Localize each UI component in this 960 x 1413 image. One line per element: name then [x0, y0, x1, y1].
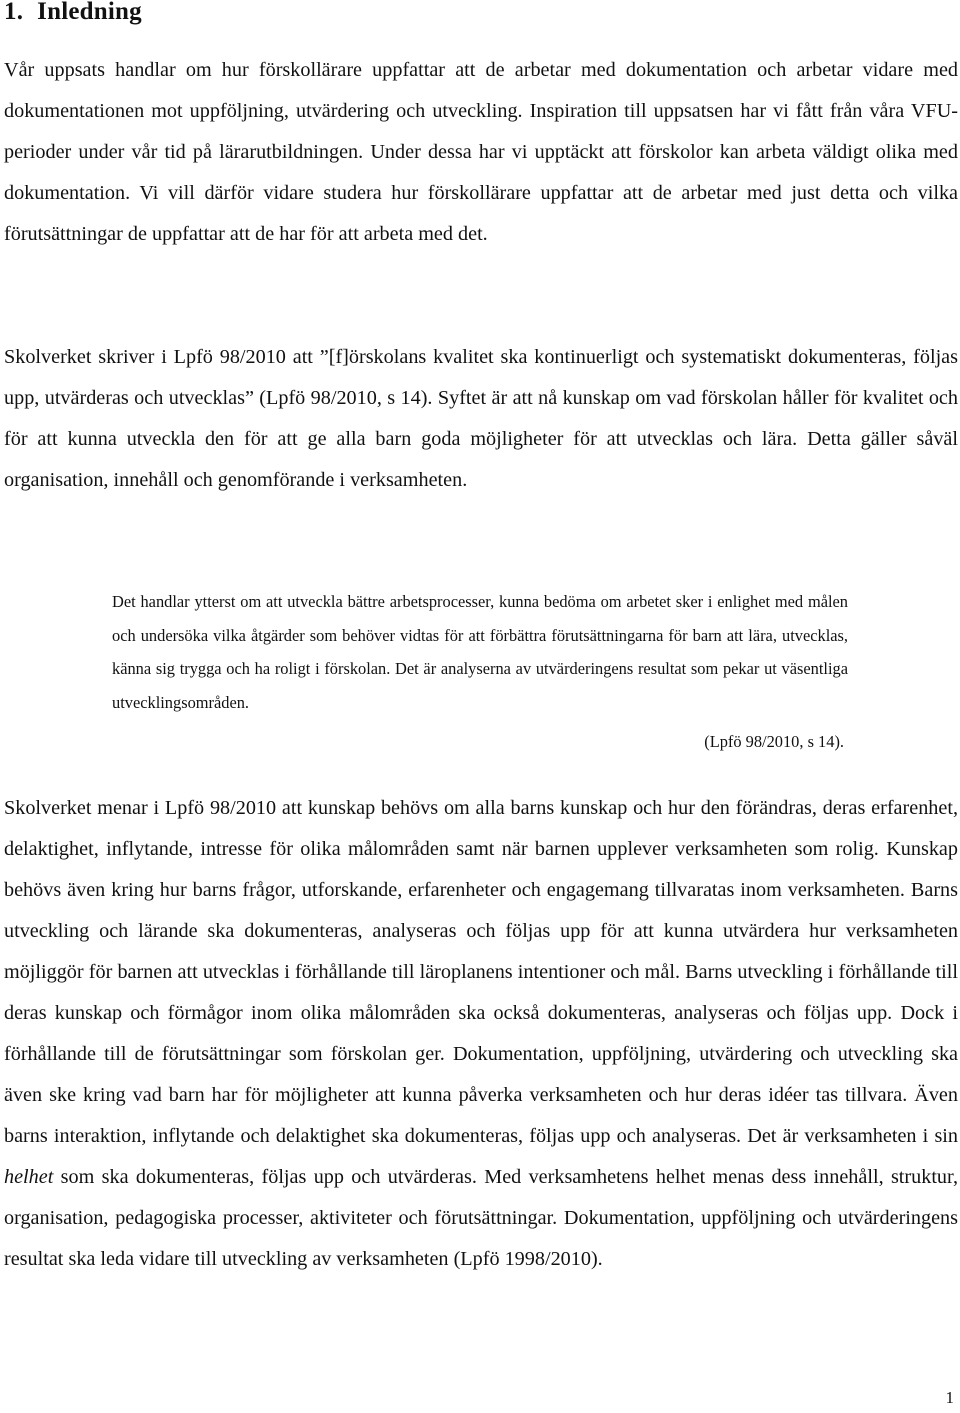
- paragraph-skolverket: Skolverket skriver i Lpfö 98/2010 att ”[f]örskolans kvalitet ska kontinuerligt och systematiskt dokumenteras, följas upp, utvärderas och utvecklas” (Lpfö 98/2010, s 14). Syftet är att nå kunskap om vad förskolan håller för kvalitet och för att kunna utveckla den för att ge alla barn goda möjligheter för att utvecklas och lära. Detta gäller såväl organisation, innehåll och genomförande i verksamheten.: [4, 346, 958, 491]
- paragraph-knowledge: [4, 788, 958, 1280]
- page-number: 1: [945, 1388, 954, 1407]
- quote-citation: (Lpfö 98/2010, s 14).: [704, 732, 844, 751]
- block-quote: Det handlar ytterst om att utveckla bättre arbetsprocesser, kunna bedöma om arbetet sker i enlighet med målen och undersöka vilka åtgärder som behöver vidtas för att förbättra förutsättningarna för barn att lära, utvecklas, känna sig trygga och ha roligt i förskolan. Det är analyserna av utvärderingens resultat som pekar ut väsentliga utvecklingsområden.: [112, 592, 848, 712]
- italic-word: helhet: [4, 1166, 54, 1188]
- section-heading: [4, 0, 142, 28]
- section-title: Inledning: [37, 0, 142, 25]
- paragraph-text-part: Skolverket menar i Lpfö 98/2010 att kunskap behövs om alla barns kunskap och hur den förändras, deras erfarenhet, delaktighet, inflytande, intresse för olika målområden samt när barnen upplever verksamheten som rolig. Kunskap behövs även kring hur barns frågor, utforskande, erfarenheter och engagemang tillvaratas inom verksamheten. Barns utveckling och lärande ska dokumenteras, analyseras och följas upp för att kunna utvärdera hur verksamheten möjliggör för barnen att utvecklas i förhållande till läroplanens intentioner och mål. Barns utveckling i förhållande till deras kunskap och förmågor inom olika målområden ska också dokumenteras, analyseras och följas upp. Dock i förhållande till de förutsättningar som förskolan ger. Dokumentation, uppföljning, utvärdering och utveckling ska även ske kring vad barn har för möjligheter att kunna påverka verksamheten och hur deras idéer tas tillvara. Även barns interaktion, inflytande och delaktighet ska dokumenteras, följas upp och analyseras. Det är verksamheten i sin: [4, 797, 958, 1147]
- section-number: 1.: [4, 0, 24, 25]
- paragraph-intro: Vår uppsats handlar om hur förskollärare uppfattar att de arbetar med dokumentation och arbetar vidare med dokumentationen mot uppföljning, utvärdering och utveckling. Inspiration till uppsatsen har vi fått från våra VFU-perioder under vår tid på lärarutbildningen. Under dessa har vi upptäckt att förskolor kan arbeta väldigt olika med dokumentation. Vi vill därför vidare studera hur förskollärare uppfattar att de arbetar med just detta och vilka förutsättningar de uppfattar att de har för att arbeta med det.: [4, 59, 958, 245]
- paragraph-text-part: som ska dokumenteras, följas upp och utvärderas. Med verksamhetens helhet menas dess innehåll, struktur, organisation, pedagogiska processer, aktiviteter och förutsättningar. Dokumentation, uppföljning och utvärderingens resultat ska leda vidare till utveckling av verksamheten (Lpfö 1998/2010).: [4, 1166, 958, 1270]
